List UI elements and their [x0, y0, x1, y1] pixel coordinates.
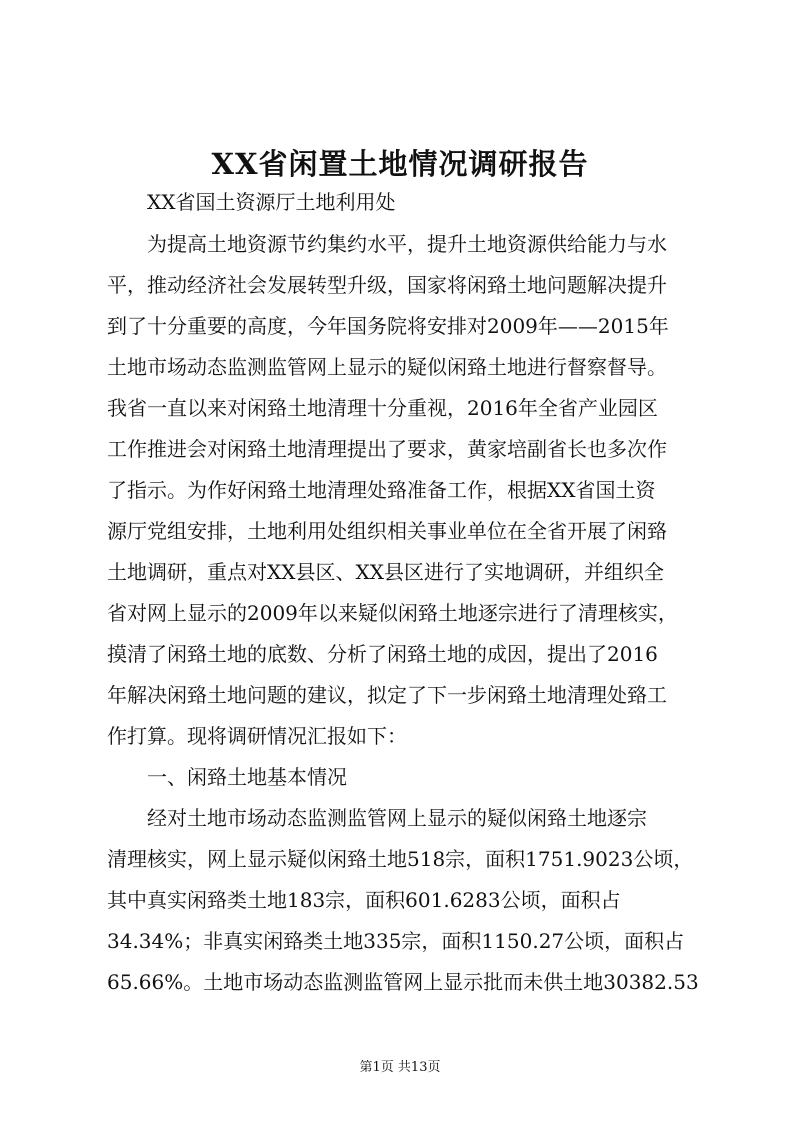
page-footer: 第1页 共13页 [359, 1060, 441, 1075]
text-line: 65.66%。土地市场动态监测监管网上显示批而未供土地30382.53 [107, 970, 699, 994]
text-line: 源厅党组安排，土地利用处组织相关事业单位在全省开展了闲臵 [107, 519, 667, 543]
text-line: 其中真实闲臵类土地183宗，面积601.6283公顷，面积占 [107, 888, 621, 912]
text-line: 到了十分重要的高度，今年国务院将安排对2009年——2015年 [107, 314, 669, 338]
text-line: 摸清了闲臵土地的底数、分析了闲臵土地的成因，提出了2016 [107, 642, 658, 666]
document-title: XX省闲置土地情况调研报告 [211, 147, 589, 181]
author-line: XX省国土资源厅土地利用处 [147, 190, 396, 214]
text-line: 省对网上显示的2009年以来疑似闲臵土地逐宗进行了清理核实， [107, 601, 678, 625]
text-line: 平，推动经济社会发展转型升级，国家将闲臵土地问题解决提升 [107, 273, 667, 297]
text-line: 土地调研，重点对XX县区、XX县区进行了实地调研，并组织全 [107, 560, 664, 584]
text-line: 我省一直以来对闲臵土地清理十分重视，2016年全省产业园区 [107, 396, 658, 420]
text-line: 清理核实，网上显示疑似闲臵土地518宗，面积1751.9023公顷， [107, 847, 694, 871]
text-line: 经对土地市场动态监测监管网上显示的疑似闲臵土地逐宗 [147, 806, 647, 830]
text-line: 土地市场动态监测监管网上显示的疑似闲臵土地进行督察督导。 [107, 355, 667, 379]
text-line: 为提高土地资源节约集约水平，提升土地资源供给能力与水 [147, 232, 667, 256]
text-line: 年解决闲臵土地问题的建议，拟定了下一步闲臵土地清理处臵工 [107, 683, 667, 707]
text-line: 工作推进会对闲臵土地清理提出了要求，黄家培副省长也多次作 [107, 437, 667, 461]
text-line: 34.34%；非真实闲臵类土地335宗，面积1150.27公顷，面积占 [107, 929, 685, 953]
text-line: 作打算。现将调研情况汇报如下： [107, 724, 407, 748]
text-line: 了指示。为作好闲臵土地清理处臵准备工作，根据XX省国土资 [107, 478, 656, 502]
section-heading: 一、闲臵土地基本情况 [147, 765, 347, 789]
